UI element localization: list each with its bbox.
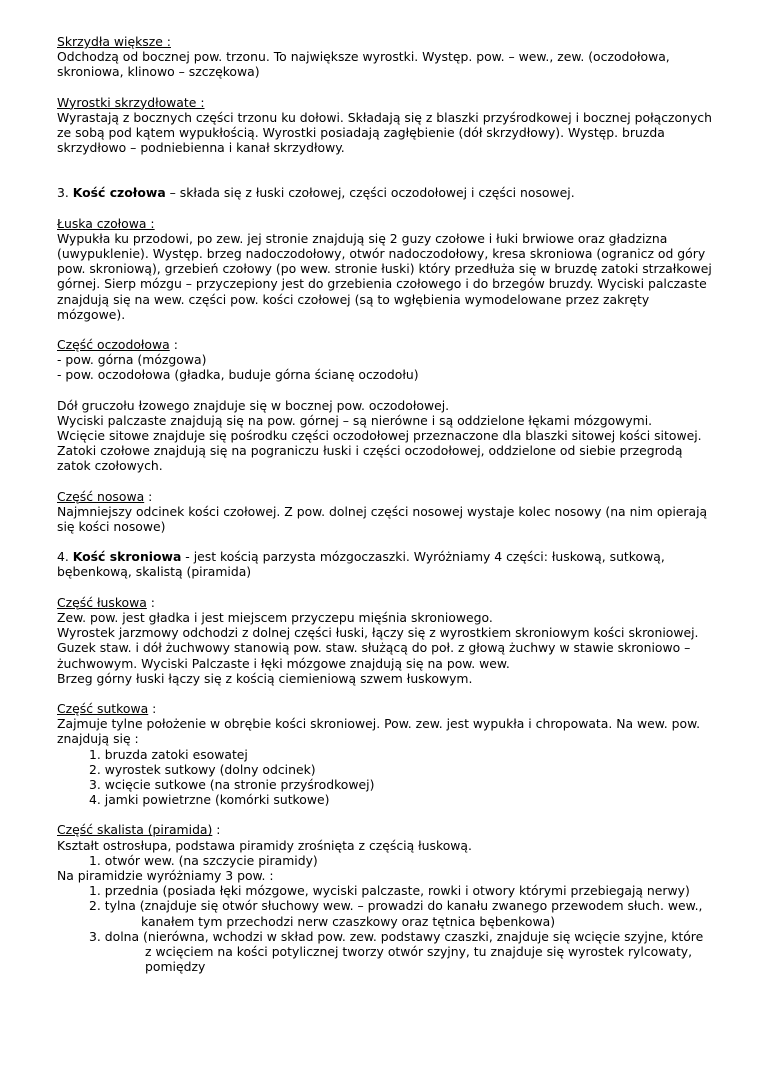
paragraph-petrous-shape: Kształt ostrosłupa, podstawa piramidy zrośnięta z częścią łuskową. <box>57 837 472 853</box>
heading-petrous-part: Część skalista (piramida) : <box>57 822 221 838</box>
list-item: 3. dolna (nierówna, wchodzi w skład pow. zew. podstawy czaszki, znajduje się wcięcie szyjne, które <box>89 928 704 944</box>
section-number: 3. <box>57 185 69 201</box>
paragraph-pterygoid-processes: Wyrastają z bocznych części trzonu ku dołowi. Składają się z blaszki przyśrodkowej i bocznej połączonych ze sobą pod kątem wypukłością. Wyrostki posiadają zagłębienie (dół skrzydłowy). Występ. bruzda skrzydłowo – podniebienna i kanał skrzydłowy. <box>57 109 712 156</box>
paragraph-mastoid-part: Zajmuje tylne położenie w obrębie kości skroniowej. Pow. zew. jest wypukła i chropowata. Na wew. pow. znajdują się : <box>57 716 701 747</box>
list-item: 2. tylna (znajduje się otwór słuchowy wew. – prowadzi do kanału zwanego przewodem słuch. wew., <box>89 898 703 914</box>
section-temporal-bone <box>57 549 717 579</box>
list-item: 2. wyrostek sutkowy (dolny odcinek) <box>89 761 316 777</box>
heading-orbital-part: Część oczodołowa : <box>57 337 178 353</box>
section-number: 4. <box>57 549 69 565</box>
paragraph-wings-greater: Odchodzą od bocznej pow. trzonu. To największe wyrostki. Występ. pow. – wew., zew. (oczodołowa, skroniowa, klinowo – szczękowa) <box>57 49 670 80</box>
list-item: 4. jamki powietrzne (komórki sutkowe) <box>89 792 330 808</box>
list-item-continuation: kanałem tym przechodzi nerw czaszkowy oraz tętnica bębenkowa) <box>141 913 556 929</box>
section-title: Kość czołowa <box>72 185 166 201</box>
heading-pterygoid-processes: Wyrostki skrzydłowate : <box>57 94 205 110</box>
list-item: 1. bruzda zatoki esowatej <box>89 746 248 762</box>
paragraph-ethmoid-notch: Wcięcie sitowe znajduje się pośrodku części oczodołowej przeznaczone dla blaszki sitowej kości sitowej. <box>57 428 702 444</box>
paragraph-digital-impressions: Wyciski palczaste znajdują się na pow. górnej – są nierówne i są oddzielone łękami mózgowymi. <box>57 412 653 428</box>
paragraph-petrous-surfaces: Na piramidzie wyróżniamy 3 pow. : <box>57 867 274 883</box>
paragraph-frontal-sinuses: Zatoki czołowe znajdują się na pograniczu łuski i części oczodołowej, oddzielone od siebie przegrodą zatok czołowych. <box>57 443 683 474</box>
paragraph-squamous-3: Brzeg górny łuski łączy się z kością ciemieniową szwem łuskowym. <box>57 670 473 686</box>
paragraph-lacrimal-fossa: Dół gruczołu łzowego znajduje się w bocznej pow. oczodołowej. <box>57 397 450 413</box>
mastoid-list <box>57 747 717 808</box>
list-line: - pow. górna (mózgowa) <box>57 352 207 368</box>
paragraph-squamous-2: Wyrostek jarzmowy odchodzi z dolnej części łuski, łączy się z wyrostkiem skroniowym kości skroniowej. Guzek staw. i dół żuchwowy stanowią pow. staw. służącą do poł. z głową żuchwy w stawie skroniowo – żuchwowym. Wyciski Palczaste i łęki mózgowe znajdują się na pow. wew. <box>57 625 699 671</box>
paragraph-squamous-1: Zew. pow. jest gładka i jest miejscem przyczepu mięśnia skroniowego. <box>57 609 493 625</box>
list-item: 3. wcięcie sutkowe (na stronie przyśrodkowej) <box>89 776 375 792</box>
heading-wings-greater: Skrzydła większe : <box>57 34 171 49</box>
heading-squamous-part: Część łuskowa : <box>57 594 155 610</box>
list-item: 1. przednia (posiada łęki mózgowe, wyciski palczaste, rowki i otwory którymi przebiegają nerwy) <box>89 883 690 899</box>
heading-nasal-part: Część nosowa : <box>57 488 153 504</box>
section-title: Kość skroniowa <box>72 549 182 565</box>
heading-frontal-squama: Łuska czołowa : <box>57 215 155 231</box>
list-item-continuation: z wcięciem na kości potylicznej tworzy otwór szyjny, tu znajduje się wyrostek rylcowaty, pomiędzy <box>145 943 693 975</box>
document-page <box>57 34 717 974</box>
section-intro: – składa się z łuski czołowej, części oczodołowej i części nosowej. <box>169 185 575 201</box>
list-line: - pow. oczodołowa (gładka, buduje górna ścianę oczodołu) <box>57 367 419 383</box>
section-frontal-bone <box>57 185 717 200</box>
list-item: 1. otwór wew. (na szczycie piramidy) <box>89 852 318 868</box>
heading-mastoid-part: Część sutkowa : <box>57 700 157 716</box>
paragraph-nasal-part: Najmniejszy odcinek kości czołowej. Z pow. dolnej części nosowej wystaje kolec nosowy (na nim opierają się kości nosowe) <box>57 503 708 535</box>
section-intro: - jest kością parzysta mózgoczaszki. Wyróżniamy 4 części: łuskową, sutkową, bębenkową, skalistą (piramida) <box>57 549 665 580</box>
paragraph-frontal-squama: Wypukła ku przodowi, po zew. jej stronie znajdują się 2 guzy czołowe i łuki brwiowe oraz gładzizna (uwypuklenie). Występ. brzeg nadoczodołowy, otwór nadoczodołowy, kresa skroniowa (ogranicz od góry pow. skroniową), grzebień czołowy (po wew. stronie łuski) który przedłuża się w bruzdę zatoki strzałkowej górnej. Sierp mózgu – przyczepiony jest do grzebienia czołowego i do brzegów bruzdy. Wyciski palczaste znajdują się na wew. części pow. kości czołowej (są to wgłębienia wymodelowane przez zakręty mózgowe). <box>57 230 712 322</box>
